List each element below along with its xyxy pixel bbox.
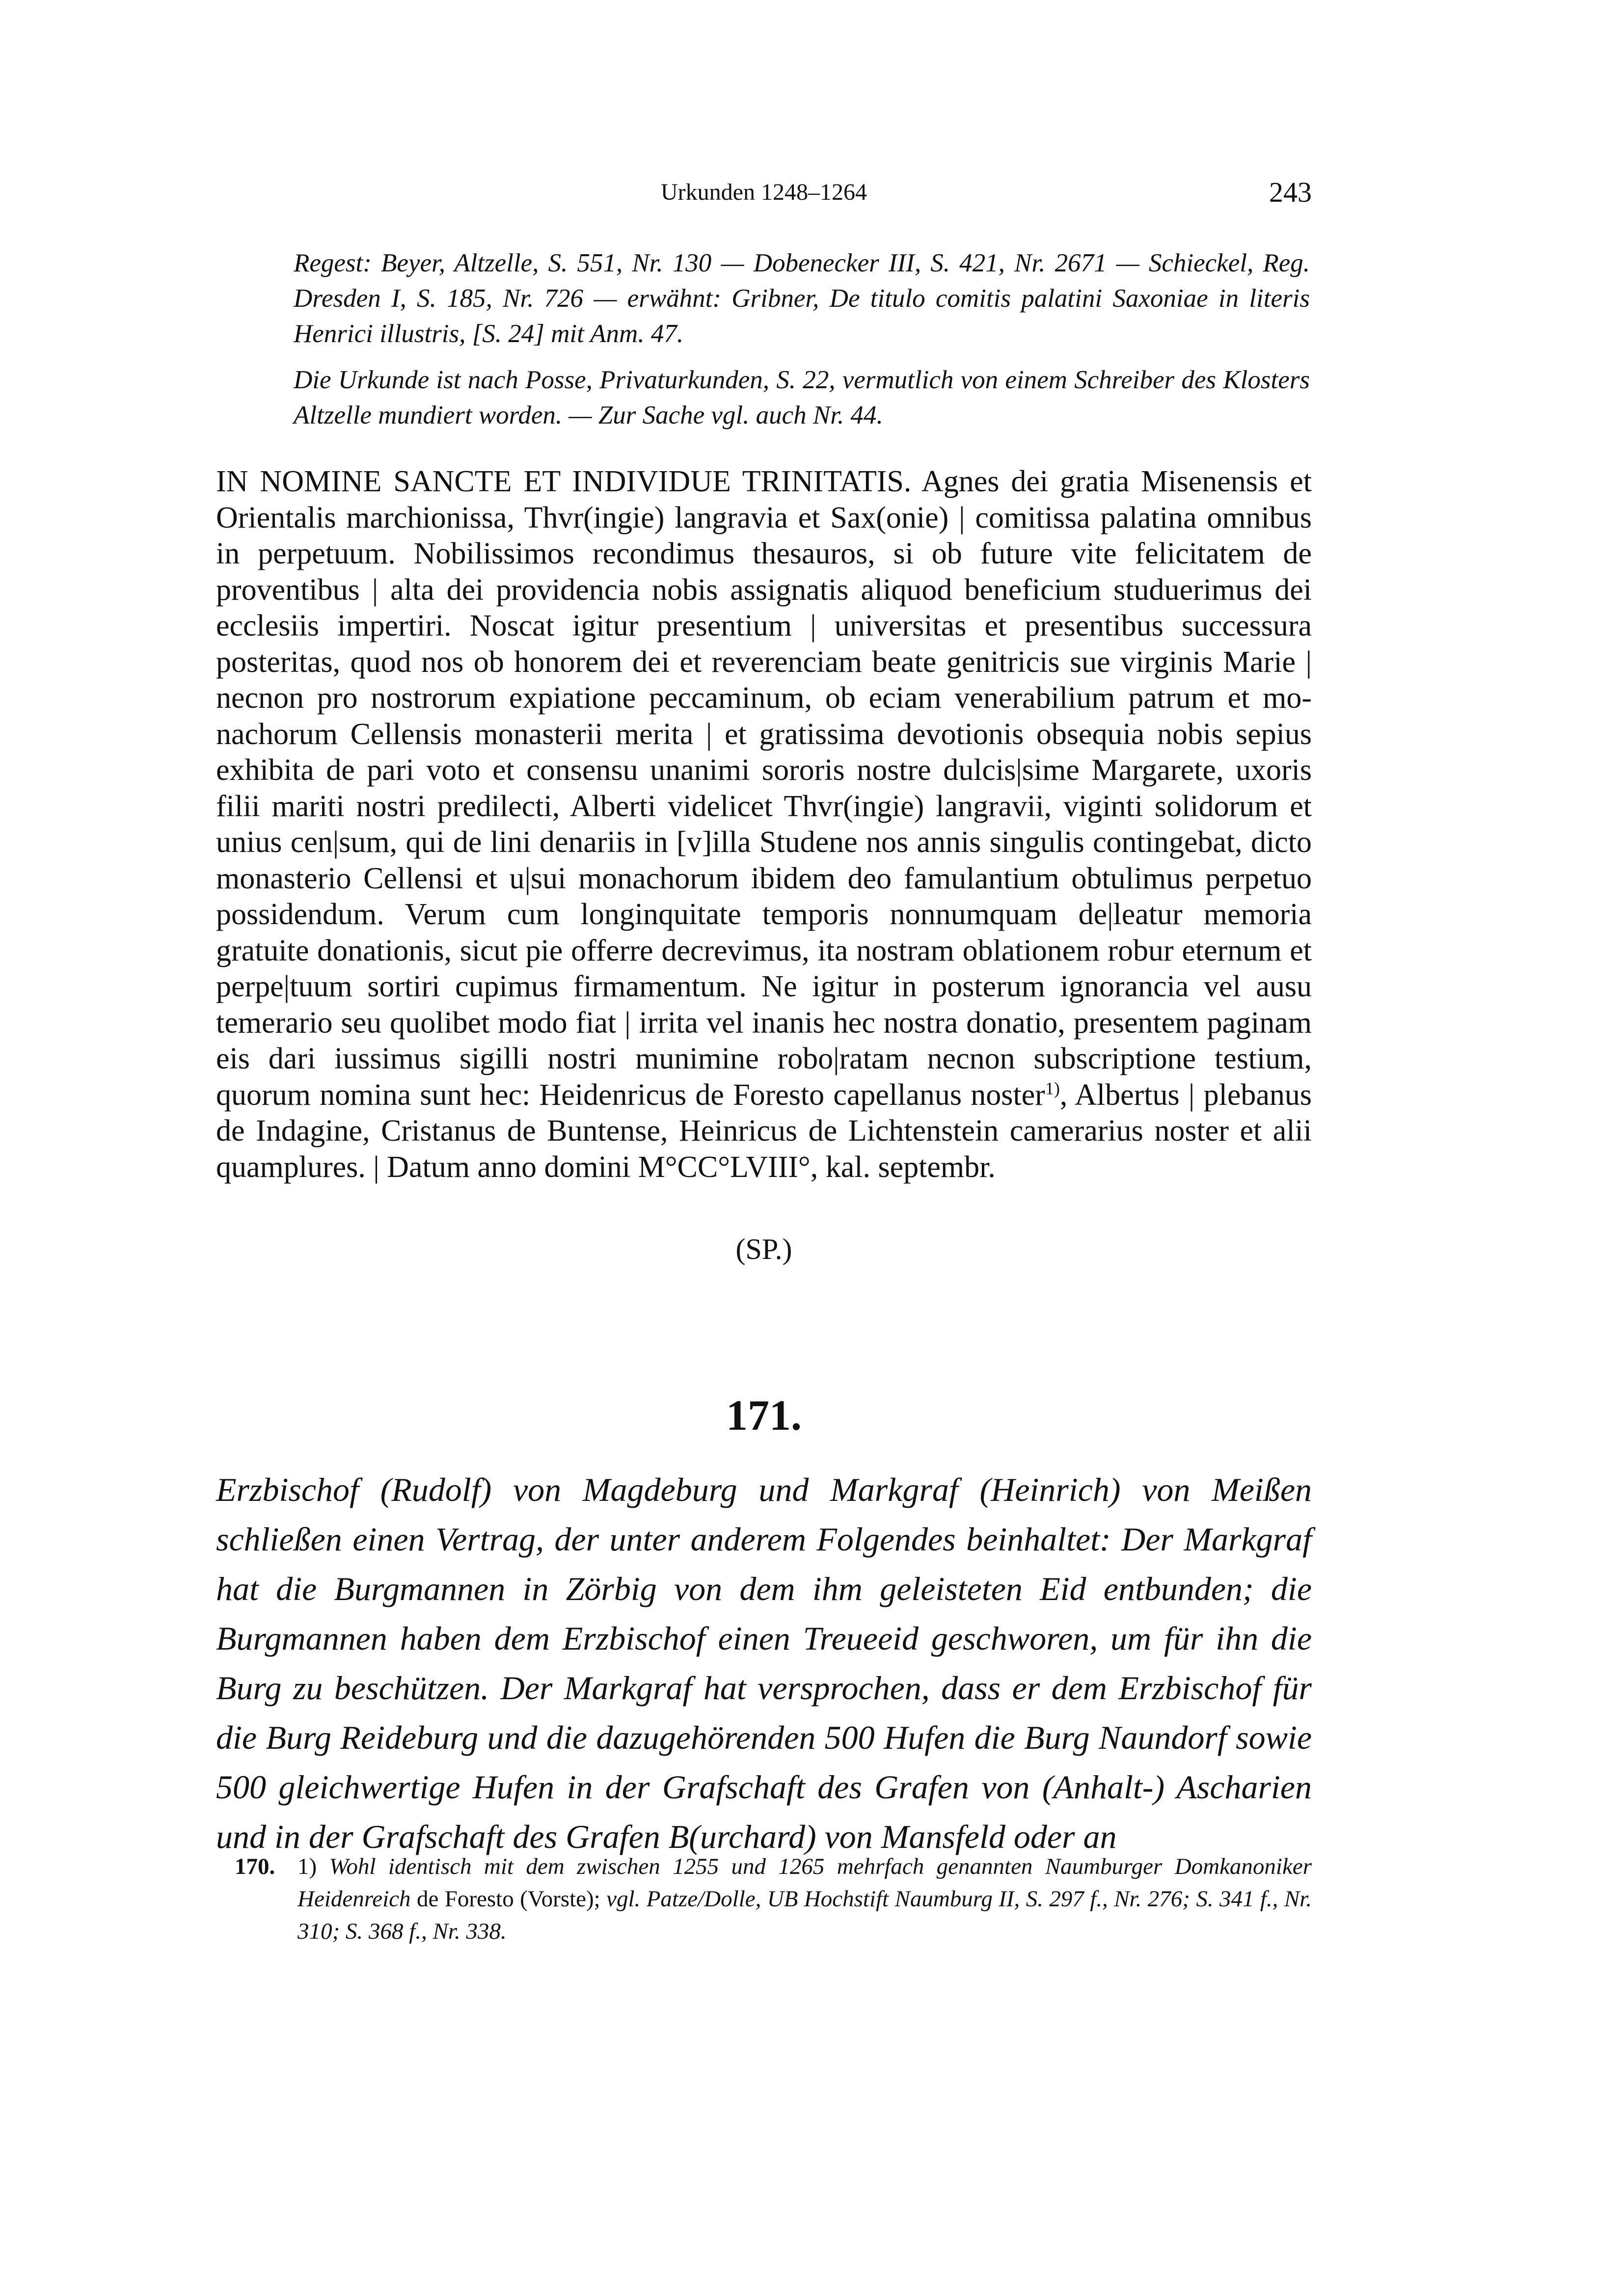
- document-number: 171.: [726, 1392, 802, 1440]
- running-head: [216, 173, 1312, 212]
- regest-paragraph: Regest: Beyer, Altzelle, S. 551, Nr. 130 — Dobenecker III, S. 421, Nr. 2671 — Schieckel, Reg. Dresden I, S. 185, Nr. 726 — erwähnt: Gribner, De titulo comitis palatini Saxoniae in literis Henrici illustris, [S. 24] mit Anm. 47.: [294, 249, 1310, 348]
- footnote-text-2: de Foresto (Vorste);: [410, 1886, 607, 1912]
- document-summary: [216, 1465, 1312, 1862]
- summary-paragraph: Erzbischof (Rudolf) von Magdeburg und Markgraf (Heinrich) von Meißen schließen einen Vertrag, der unter anderem Folgendes beinhaltet: Der Markgraf hat die Burgmannen in Zörbig von dem ihm geleisteten Eid entbunden; die Burgmannen haben dem Erzbischof einen Treueeid geschworen, um für ihn die Burg zu beschützen. Der Markgraf hat versprochen, dass er dem Erzbischof für die Burg Reideburg und die dazugehörenden 500 Hufen die Burg Naundorf sowie 500 gleichwertige Hufen in der Grafschaft des Grafen von (Anhalt-) Ascharien und in der Grafschaft des Grafen B(urchard) von Mansfeld oder an: [216, 1471, 1312, 1855]
- footnote-text-1: Wohl identisch mit dem zwischen 1255 und 1265 mehrfach genannten Naumburger Domkanoniker Heidenreich: [298, 1854, 1312, 1912]
- footnote-number: 1): [298, 1854, 317, 1879]
- footnote: [235, 1850, 1312, 1948]
- charter-text-part-1: IN NOMINE SANCTE ET INDIVIDUE TRINITATIS. Agnes dei gratia Misenensis et Orientalis marchionissa, Thvr(ingie) langravia et Sax(onie) | comitissa palatina omnibus in perpetuum. Nobilissimos recondimus thesauros, si ob future vite felicitatem de proventibus | alta dei providencia nobis assignatis aliquod beneficium studuerimus dei ecclesiis impertiri. Noscat igitur presentium | universitas et presentibus successura posteritas, quod nos ob honorem dei et reverenciam beate genitricis sue virginis Marie | necnon pro nostrorum expiatione peccaminum, ob eciam venerabilium patrum et monachorum Cellensis monasterii merita | et gratissima devotionis obsequia nobis sepius exhibita de pari voto et consensu unanimi sororis nostre dulcis|sime Margarete, uxoris filii mariti nostri predilecti, Alberti videlicet Thvr(ingie) langravii, viginti solidorum et unius cen|sum, qui de lini denariis in [v]illa Studene nos annis singulis contingebat, dicto monasterio Cellensi et u|sui monachorum ibidem deo famulantium obtulimus perpetuo possidendum. Verum cum longinquitate temporis nonnumquam de|leatur memoria gratuite donationis, sicut pie offerre decrevimus, ita nostram oblationem robur eternum et perpe|tuum sortiri cupimus firmamentum. Ne igitur in posterum ignorancia vel ausu temerario seu quolibet modo fiat | irrita vel inanis hec nostra donatio, presentem paginam eis dari iussimus sigilli nostri munimine robo|ratam necnon subscriptione testium, quorum nomina sunt hec: Heidenricus de Foresto capellanus noster: [216, 465, 1312, 1112]
- charter-text: [216, 464, 1312, 1185]
- charter-text-part-2: , Albertus | plebanus de Indagine, Cristanus de Buntense, Heinricus de Lichtenstein camerarius noster et alii quamplures. | Datum anno domini M°CC°LVIII°, kal. septembr.: [216, 1078, 1312, 1184]
- seal-note: (SP.): [735, 1233, 792, 1265]
- running-title: Urkunden 1248–1264: [661, 179, 867, 205]
- footnote-document-number: 170.: [235, 1854, 275, 1879]
- critical-apparatus: [294, 245, 1310, 444]
- charter-paragraph: [216, 464, 1312, 1185]
- footnote-body: [298, 1850, 1312, 1948]
- footnote-text-3: vgl. Patze/Dolle, UB Hochstift Naumburg II, S. 297 f., Nr. 276; S. 341 f., Nr. 310; S. 368 f., Nr. 338.: [298, 1886, 1312, 1944]
- footnotes: [235, 1850, 1312, 1948]
- page-number: 243: [1269, 176, 1312, 208]
- footnote-marker[interactable]: 1): [1045, 1078, 1060, 1098]
- apparatus-note: Die Urkunde ist nach Posse, Privaturkunden, S. 22, vermutlich von einem Schreiber des Klosters Altzelle mundiert worden. — Zur Sache vgl. auch Nr. 44.: [294, 366, 1310, 429]
